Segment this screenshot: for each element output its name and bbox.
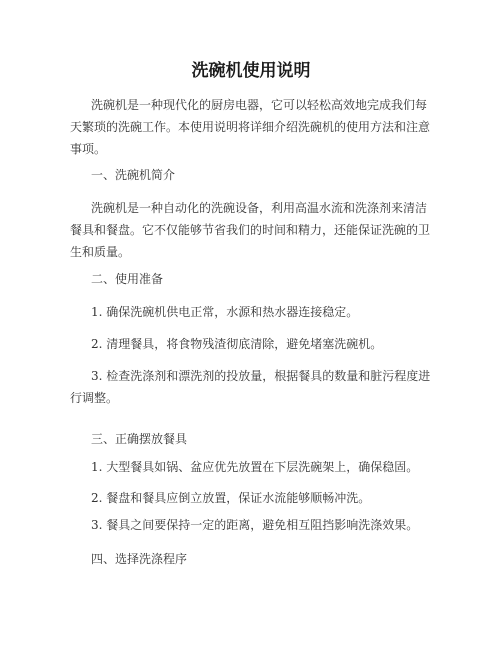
section-heading-placement: 三、正确摆放餐具: [91, 432, 188, 446]
placement-item-2: 2. 餐盘和餐具应倒立放置，保证水流能够顺畅冲洗。: [91, 491, 371, 505]
intro-paragraph: 洗碗机是一种现代化的厨房电器，它可以轻松高效地完成我们每天繁琐的洗碗工作。本使用说明将详细介绍洗碗机的使用方法和注意事项。: [70, 98, 431, 156]
section-heading-preparation: 二、使用准备: [91, 272, 164, 286]
preparation-item-2: 2. 清理餐具，将食物残渣彻底清除，避免堵塞洗碗机。: [91, 337, 383, 351]
section-heading-intro: 一、洗碗机简介: [91, 168, 176, 182]
preparation-item-1: 1. 确保洗碗机供电正常，水源和热水器连接稳定。: [91, 305, 359, 319]
section-intro-body: 洗碗机是一种自动化的洗碗设备，利用高温水流和洗涤剂来清洁餐具和餐盘。它不仅能够节省我们的时间和精力，还能保证洗碗的卫生和质量。: [70, 201, 431, 259]
placement-item-1: 1. 大型餐具如锅、盆应优先放置在下层洗碗架上，确保稳固。: [91, 460, 419, 474]
section-heading-program: 四、选择洗涤程序: [91, 552, 188, 566]
placement-item-3: 3. 餐具之间要保持一定的距离，避免相互阻挡影响洗涤效果。: [91, 518, 419, 532]
document-title: 洗碗机使用说明: [191, 61, 311, 81]
preparation-item-3: 3. 检查洗涤剂和漂洗剂的投放量，根据餐具的数量和脏污程度进行调整。: [70, 369, 431, 405]
